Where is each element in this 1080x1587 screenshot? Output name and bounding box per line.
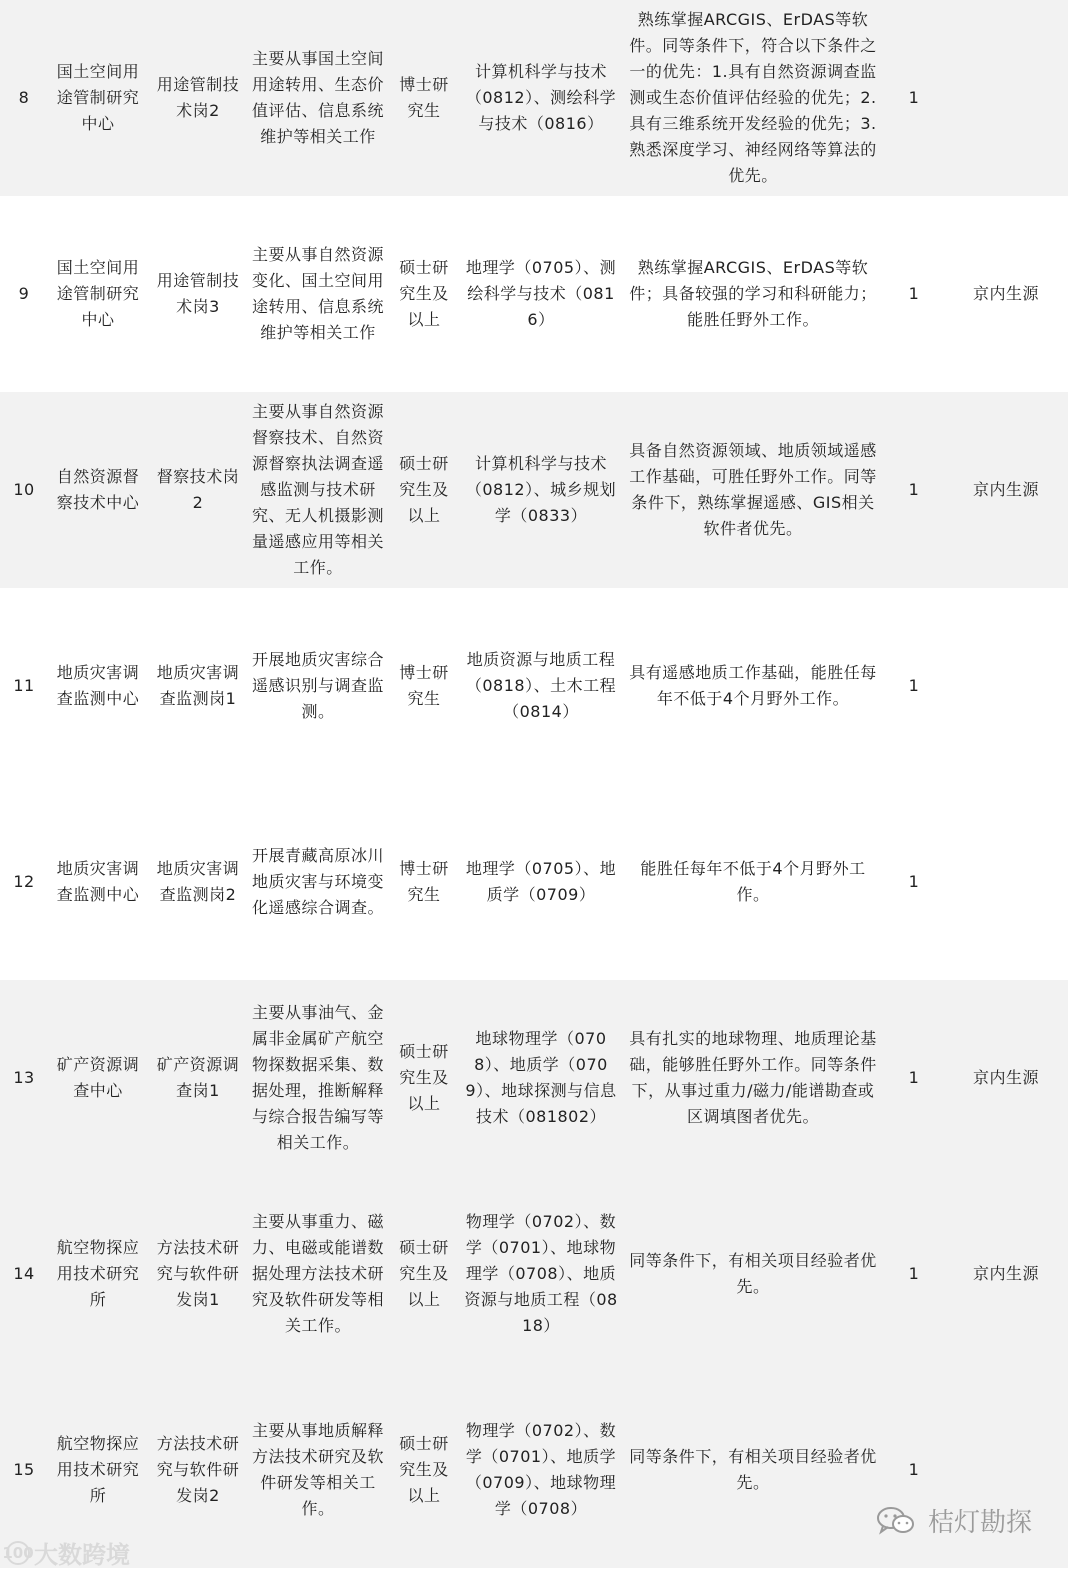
cell-no: 15: [13, 1460, 35, 1479]
table-row: [0, 980, 1068, 1176]
cell-headcount: 1: [908, 88, 920, 107]
table-row: [0, 784, 1068, 980]
cell-education: 硕士研究生及以上: [399, 454, 449, 525]
cell-major: 地球物理学（0708）、地质学（0709）、地球探测与信息技术（081802）: [465, 1029, 617, 1126]
cell-requirements: 具有遥感地质工作基础，能胜任每年不低于4个月野外工作。: [629, 663, 877, 708]
cell-headcount: 1: [908, 284, 920, 303]
cell-requirements: 熟练掌握ARCGIS、ErDAS等软件；具备较强的学习和科研能力；能胜任野外工作。: [629, 258, 877, 329]
cell-no: 9: [18, 284, 30, 303]
cell-headcount: 1: [908, 676, 920, 695]
cell-duty: 主要从事自然资源督察技术、自然资源督察执法调查遥感监测与技术研究、无人机摄影测量遥感应用等相关工作。: [252, 402, 385, 577]
cell-education: 硕士研究生及以上: [399, 258, 449, 329]
watermark-left-text: 大数跨境: [34, 1541, 130, 1569]
cell-requirements: 具有扎实的地球物理、地质理论基础，能够胜任野外工作。同等条件下，从事过重力/磁力/能谱勘查或区调填图者优先。: [629, 1029, 877, 1126]
cell-major: 计算机科学与技术（0812）、测绘科学与技术（0816）: [465, 62, 617, 133]
cell-department: 地质灾害调查监测中心: [56, 663, 140, 708]
cell-no: 11: [13, 676, 35, 695]
cell-department: 国土空间用途管制研究中心: [56, 258, 140, 329]
cell-requirements: 同等条件下，有相关项目经验者优先。: [629, 1447, 877, 1492]
cell-education: 硕士研究生及以上: [399, 1042, 449, 1113]
cell-major: 物理学（0702）、数学（0701）、地质学（0709）、地球物理学（0708）: [465, 1421, 617, 1518]
cell-major: 地理学（0705）、地质学（0709）: [465, 859, 617, 904]
cell-department: 自然资源督察技术中心: [56, 467, 140, 512]
wechat-icon: [876, 1505, 916, 1537]
cell-major: 计算机科学与技术（0812）、城乡规划学（0833）: [465, 454, 617, 525]
cell-no: 10: [13, 480, 35, 499]
cell-requirements: 熟练掌握ARCGIS、ErDAS等软件。同等条件下，符合以下条件之一的优先：1.具有自然资源调查监测或生态价值评估经验的优先；2.具有三维系统开发经验的优先；3.熟悉深度学习、神经网络等算法的优先。: [629, 10, 877, 185]
cell-source: 京内生源: [972, 284, 1039, 303]
cell-source: [944, 784, 1068, 980]
cell-no: 14: [13, 1264, 35, 1283]
cell-headcount: 1: [908, 1460, 920, 1479]
cell-no: 13: [13, 1068, 35, 1087]
cell-department: 航空物探应用技术研究所: [56, 1238, 140, 1309]
cell-post: 方法技术研究与软件研发岗1: [156, 1238, 240, 1309]
cell-major: 地理学（0705）、测绘科学与技术（0816）: [465, 258, 617, 329]
cell-duty: 开展青藏高原冰川地质灾害与环境变化遥感综合调查。: [252, 846, 385, 917]
cell-source: 京内生源: [972, 480, 1039, 499]
table-row: [0, 1176, 1068, 1372]
watermark-left: [2, 1535, 130, 1570]
watermark-logo: 100: [6, 1541, 30, 1565]
cell-requirements: 同等条件下，有相关项目经验者优先。: [629, 1251, 877, 1296]
cell-requirements: 具备自然资源领域、地质领域遥感工作基础，可胜任野外工作。同等条件下，熟练掌握遥感、GIS相关软件者优先。: [629, 441, 877, 538]
cell-major: 物理学（0702）、数学（0701）、地球物理学（0708）、地质资源与地质工程（0818）: [464, 1212, 618, 1335]
cell-duty: 主要从事地质解释方法技术研究及软件研发等相关工作。: [252, 1421, 385, 1518]
cell-education: 硕士研究生及以上: [399, 1238, 449, 1309]
table-row: [0, 0, 1068, 196]
cell-education: 硕士研究生及以上: [399, 1434, 449, 1505]
cell-headcount: 1: [908, 1068, 920, 1087]
cell-duty: 主要从事自然资源变化、国土空间用途转用、信息系统维护等相关工作: [252, 245, 385, 342]
cell-no: 8: [18, 88, 30, 107]
table-row: [0, 588, 1068, 784]
cell-major: 地质资源与地质工程（0818）、土木工程（0814）: [465, 650, 617, 721]
watermark-right: [876, 1502, 1032, 1539]
cell-department: 航空物探应用技术研究所: [56, 1434, 140, 1505]
cell-no: 12: [13, 872, 35, 891]
watermark-right-text: 桔灯勘探: [927, 1508, 1032, 1538]
cell-requirements: 能胜任每年不低于4个月野外工作。: [640, 859, 866, 904]
cell-post: 地质灾害调查监测岗1: [156, 663, 240, 708]
cell-education: 博士研究生: [399, 663, 449, 708]
cell-headcount: 1: [908, 1264, 920, 1283]
cell-post: 用途管制技术岗2: [156, 75, 240, 120]
cell-education: 博士研究生: [399, 75, 449, 120]
cell-duty: 主要从事重力、磁力、电磁或能谱数据处理方法技术研究及软件研发等相关工作。: [252, 1212, 385, 1335]
cell-post: 矿产资源调查岗1: [156, 1055, 240, 1100]
cell-duty: 主要从事油气、金属非金属矿产航空物探数据采集、数据处理，推断解释与综合报告编写等相关工作。: [252, 1003, 385, 1152]
cell-post: 督察技术岗2: [156, 467, 240, 512]
cell-education: 博士研究生: [399, 859, 449, 904]
table-row: [0, 196, 1068, 392]
cell-department: 国土空间用途管制研究中心: [56, 62, 140, 133]
cell-headcount: 1: [908, 480, 920, 499]
cell-post: 方法技术研究与软件研发岗2: [156, 1434, 240, 1505]
cell-department: 矿产资源调查中心: [56, 1055, 140, 1100]
cell-source: 京内生源: [972, 1264, 1039, 1283]
cell-post: 地质灾害调查监测岗2: [156, 859, 240, 904]
cell-duty: 开展地质灾害综合遥感识别与调查监测。: [252, 650, 385, 721]
cell-source: [944, 588, 1068, 784]
table-row: [0, 392, 1068, 588]
cell-headcount: 1: [908, 872, 920, 891]
cell-department: 地质灾害调查监测中心: [56, 859, 140, 904]
cell-post: 用途管制技术岗3: [156, 271, 240, 316]
cell-source: [944, 0, 1068, 196]
cell-source: 京内生源: [972, 1068, 1039, 1087]
cell-duty: 主要从事国土空间用途转用、生态价值评估、信息系统维护等相关工作: [252, 49, 385, 146]
